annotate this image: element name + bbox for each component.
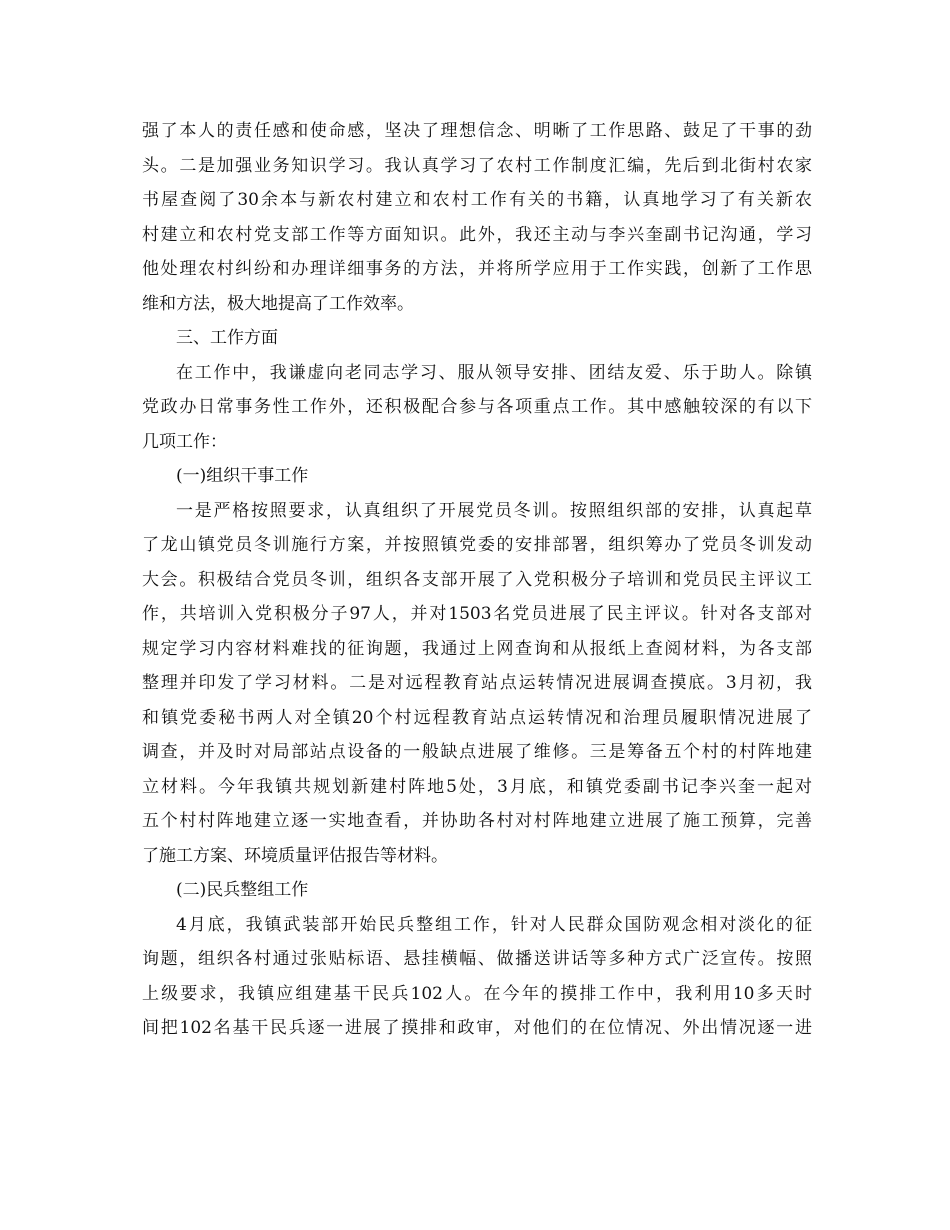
text-line: 间把102名基干民兵逐一进展了摸排和政审，对他们的在位情况、外出情况逐一进	[142, 1018, 812, 1038]
text-line: 4月底，我镇武装部开始民兵整组工作，针对人民群众国防观念相对淡化的征	[176, 914, 812, 935]
text-line: 党政办日常事务性工作外，还积极配合参与各项重点工作。其中感触较深的有以下	[142, 397, 812, 417]
text-line: 和镇党委秘书两人对全镇20个村远程教育站点运转情况和治理员履职情况进展了	[142, 707, 812, 728]
subsection-heading: (一)组织干事工作	[176, 466, 309, 486]
document-body	[142, 114, 812, 1046]
text-line: 维和方法，极大地提高了工作效率。	[142, 293, 414, 314]
text-line: 作，共培训入党积极分子97人，并对1503名党员进展了民主评议。针对各支部对	[142, 604, 812, 624]
text-line: 头。二是加强业务知识学习。我认真学习了农村工作制度汇编，先后到北街村农家	[142, 155, 812, 176]
text-line: 他处理农村纠纷和办理详细事务的方法，并将所学应用于工作实践，创新了工作思	[142, 259, 812, 279]
section-heading: 三、工作方面	[176, 328, 278, 348]
text-line: 了龙山镇党员冬训施行方案，并按照镇党委的安排部署，组织筹办了党员冬训发动	[142, 535, 812, 555]
text-line: 书屋查阅了30余本与新农村建立和农村工作有关的书籍，认真地学习了有关新农	[142, 190, 812, 210]
text-line: 上级要求，我镇应组建基干民兵102人。在今年的摸排工作中，我利用10多天时	[142, 983, 812, 1004]
text-line: 在工作中，我谦虚向老同志学习、服从领导安排、团结友爱、乐于助人。除镇	[176, 362, 812, 383]
text-line: 一是严格按照要求，认真组织了开展党员冬训。按照组织部的安排，认真起草	[176, 500, 812, 521]
text-line: 几项工作：	[142, 431, 227, 452]
text-line: 调查，并及时对局部站点设备的一般缺点进展了维修。三是筹备五个村的村阵地建	[142, 742, 812, 762]
text-line: 了施工方案、环境质量评估报告等材料。	[142, 845, 448, 866]
text-line: 整理并印发了学习材料。二是对远程教育站点运转情况进展调查摸底。3月初，我	[142, 673, 812, 693]
text-line: 立材料。今年我镇共规划新建村阵地5处，3月底，和镇党委副书记李兴奎一起对	[142, 776, 812, 797]
text-line: 村建立和农村党支部工作等方面知识。此外，我还主动与李兴奎副书记沟通，学习	[142, 224, 812, 245]
text-line: 大会。积极结合党员冬训，组织各支部开展了入党积极分子培训和党员民主评议工	[142, 569, 812, 590]
text-line: 询题，组织各村通过张贴标语、悬挂横幅、做播送讲话等多种方式广泛宣传。按照	[142, 949, 812, 969]
text-line: 五个村村阵地建立逐一实地查看，并协助各村对村阵地建立进展了施工预算，完善	[142, 811, 812, 831]
subsection-heading: (二)民兵整组工作	[176, 880, 309, 900]
text-line: 强了本人的责任感和使命感，坚决了理想信念、明晰了工作思路、鼓足了干事的劲	[142, 121, 812, 141]
text-line: 规定学习内容材料难找的征询题，我通过上网查询和从报纸上查阅材料，为各支部	[142, 638, 812, 659]
